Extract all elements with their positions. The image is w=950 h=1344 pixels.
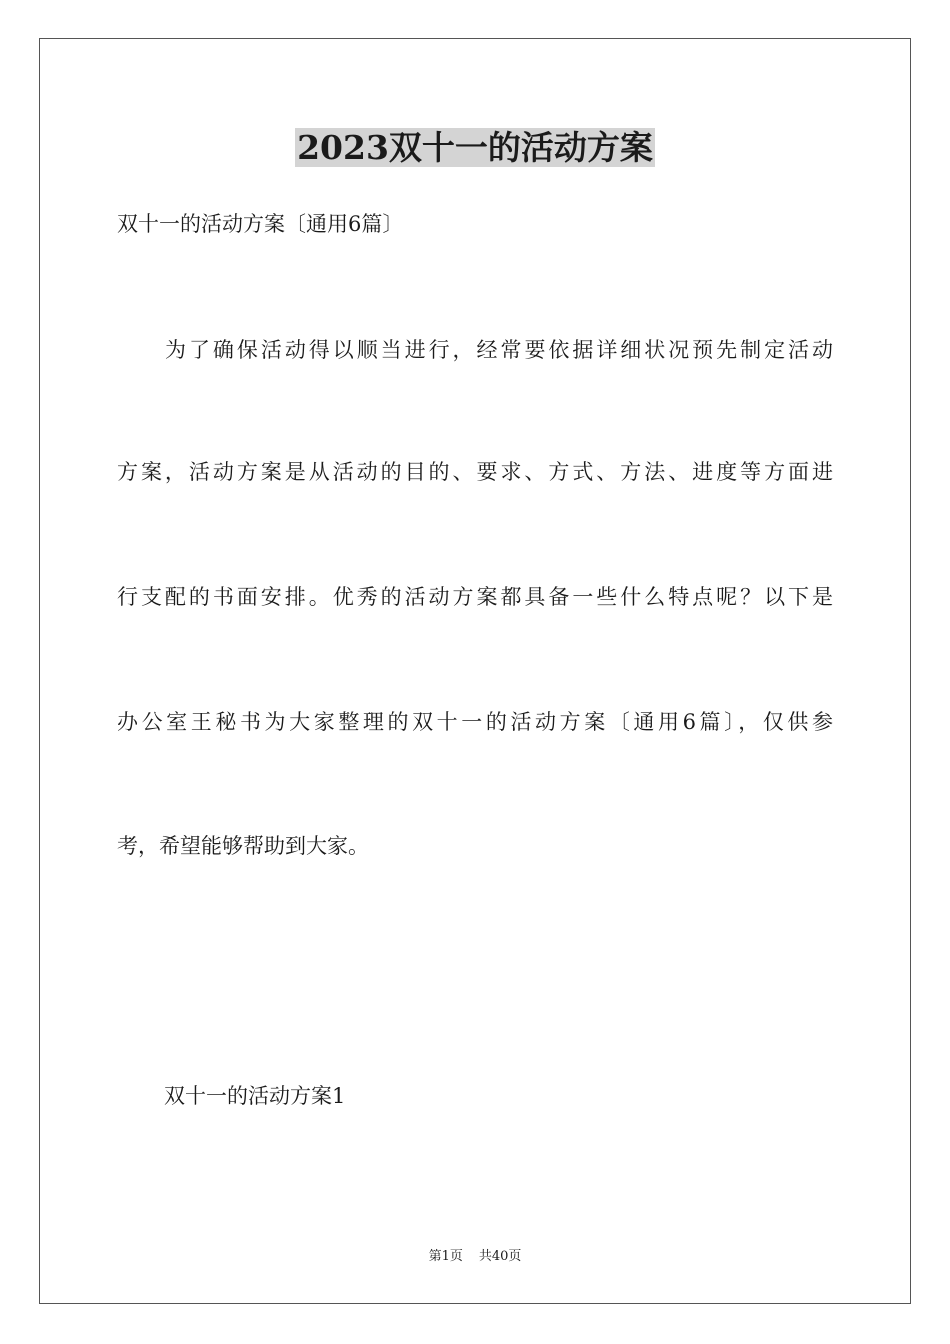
paragraph-line: 为了确保活动得以顺当进行，经常要依据详细状况预先制定活动 <box>165 338 833 362</box>
paragraph-line: 办公室王秘书为大家整理的双十一的活动方案〔通用6篇〕，仅供参 <box>117 710 833 734</box>
section-heading: 双十一的活动方案1 <box>164 1084 346 1108</box>
document-title-text: 2023双十一的活动方案 <box>297 128 653 167</box>
paragraph-line: 方案，活动方案是从活动的目的、要求、方式、方法、进度等方面进 <box>117 460 833 484</box>
paragraph-line: 考，希望能够帮助到大家。 <box>117 834 369 858</box>
page-footer <box>0 1248 950 1266</box>
page-number: 第1页 <box>428 1249 463 1264</box>
paragraph-line: 行支配的书面安排。优秀的活动方案都具备一些什么特点呢？以下是 <box>117 585 833 609</box>
document-subtitle: 双十一的活动方案〔通用6篇〕 <box>117 212 404 236</box>
page-total: 共40页 <box>478 1249 522 1264</box>
document-title <box>0 128 950 168</box>
